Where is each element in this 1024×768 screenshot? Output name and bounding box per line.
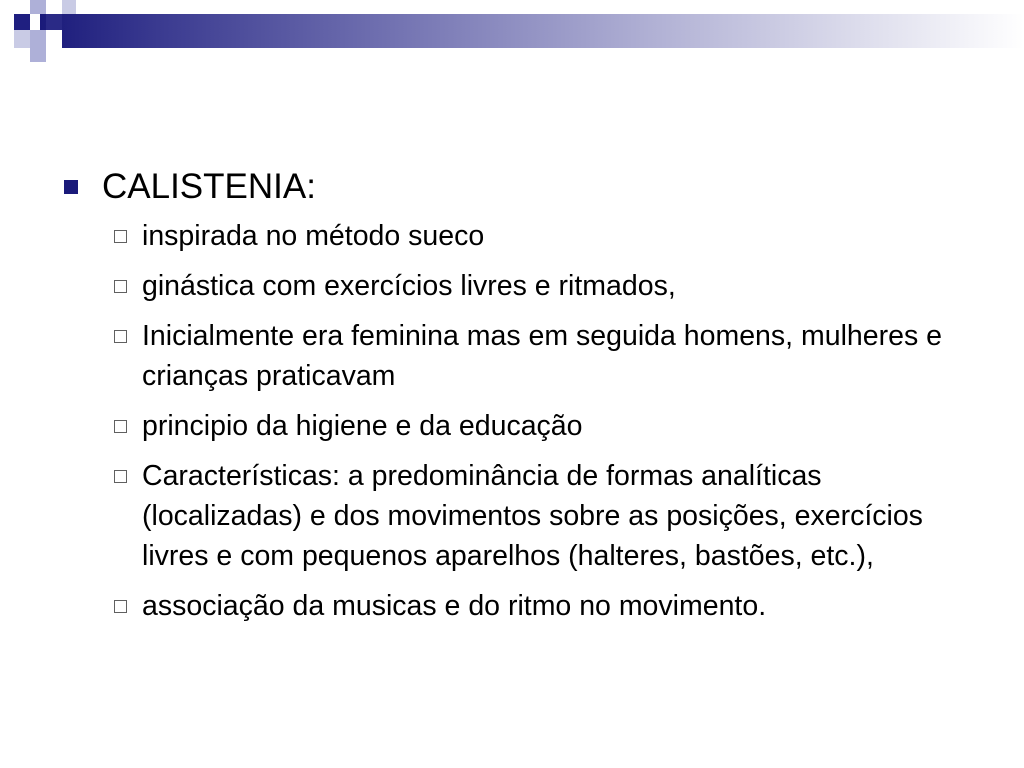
decor-square — [30, 0, 46, 14]
list-item-text: Características: a predominância de formas analíticas (localizadas) e dos movimentos sobre as posições, exercícios livres e com pequenos aparelhos (halteres, bastões, etc.), — [142, 460, 923, 572]
slide-body — [62, 164, 982, 636]
decor-square — [46, 30, 62, 48]
header-gradient-bar — [40, 14, 1024, 48]
decor-square — [46, 14, 62, 30]
decor-square — [30, 48, 46, 62]
main-bullet — [62, 164, 982, 210]
list-item — [114, 456, 982, 576]
list-item — [114, 216, 982, 256]
list-item — [114, 406, 982, 446]
list-item-text: inspirada no método sueco — [142, 220, 485, 252]
hollow-square-icon — [114, 600, 127, 613]
list-item-text: ginástica com exercícios livres e ritmados, — [142, 270, 676, 302]
decor-square — [14, 30, 30, 48]
hollow-square-icon — [114, 470, 127, 483]
sub-bullet-list — [62, 216, 982, 626]
decor-square — [30, 30, 46, 48]
list-item-text: Inicialmente era feminina mas em seguida homens, mulheres e crianças praticavam — [142, 320, 942, 392]
filled-square-icon — [64, 180, 78, 194]
hollow-square-icon — [114, 280, 127, 293]
decor-square — [14, 14, 30, 30]
list-item — [114, 586, 982, 626]
slide-heading: CALISTENIA: — [102, 167, 316, 206]
list-item — [114, 266, 982, 306]
list-item-text: principio da higiene e da educação — [142, 410, 583, 442]
decor-square — [62, 0, 76, 14]
list-item — [114, 316, 982, 396]
hollow-square-icon — [114, 330, 127, 343]
hollow-square-icon — [114, 230, 127, 243]
list-item-text: associação da musicas e do ritmo no movimento. — [142, 590, 767, 622]
hollow-square-icon — [114, 420, 127, 433]
